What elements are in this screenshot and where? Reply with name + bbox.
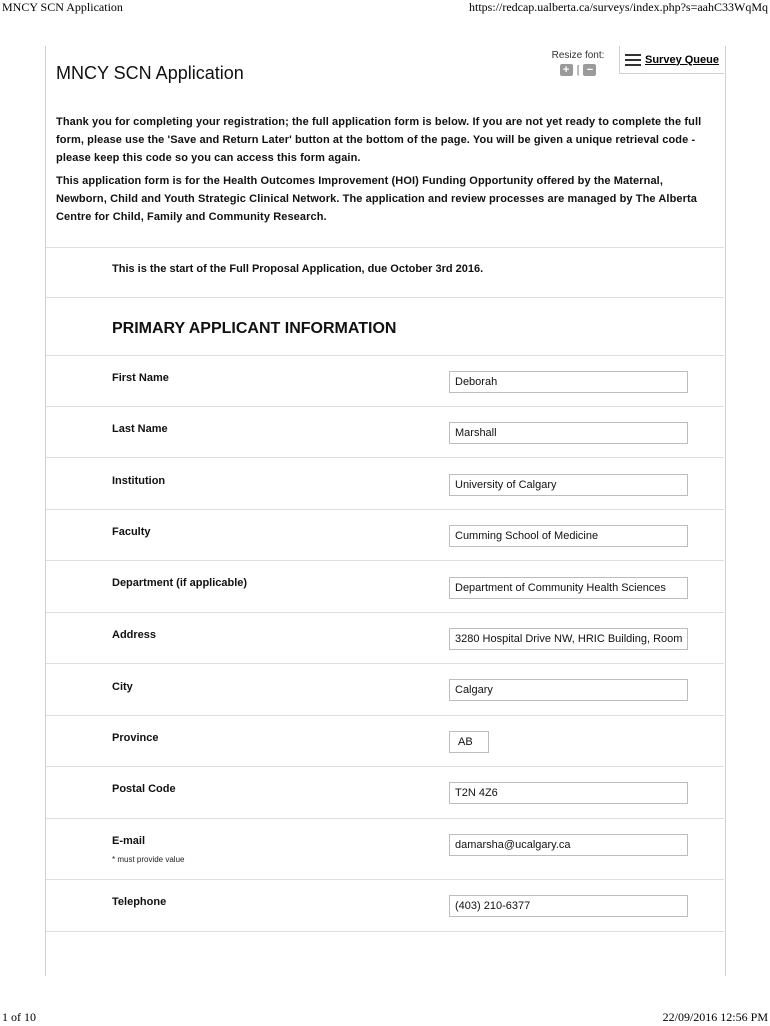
faculty-label: Faculty xyxy=(112,526,151,538)
survey-queue-label[interactable]: Survey Queue xyxy=(645,53,719,66)
divider xyxy=(46,879,724,880)
resize-font-label: Resize font: xyxy=(551,50,605,61)
email-input[interactable]: damarsha@ucalgary.ca xyxy=(449,834,688,856)
divider xyxy=(46,560,724,561)
resize-font-control xyxy=(549,50,607,76)
faculty-input[interactable]: Cumming School of Medicine xyxy=(449,525,688,547)
divider xyxy=(46,715,724,716)
province-select[interactable]: AB xyxy=(449,731,489,753)
intro-paragraph: This application form is for the Health Outcomes Improvement (HOI) Funding Opportunity offered by the Maternal, Newborn, Child and Youth Strategic Clinical Network. The application and review processes are managed by The Alberta Centre for Child, Family and Community Research. xyxy=(56,175,697,223)
department-label: Department (if applicable) xyxy=(112,577,248,589)
print-header-url: https://redcap.ualberta.ca/surveys/index.php?s=aahC33WqMq xyxy=(468,0,768,14)
divider xyxy=(46,612,724,613)
section-header: PRIMARY APPLICANT INFORMATION xyxy=(112,320,397,337)
last-name-input[interactable]: Marshall xyxy=(449,422,688,444)
list-icon xyxy=(625,53,641,67)
divider xyxy=(46,509,724,510)
survey-intro xyxy=(56,113,711,231)
address-input[interactable]: 3280 Hospital Drive NW, HRIC Building, Room xyxy=(449,628,688,650)
province-label: Province xyxy=(112,732,159,744)
last-name-label: Last Name xyxy=(112,423,168,435)
city-input[interactable]: Calgary xyxy=(449,679,688,701)
institution-input[interactable]: University of Calgary xyxy=(449,474,688,496)
decrease-font-button[interactable]: − xyxy=(583,64,596,76)
survey-title: MNCY SCN Application xyxy=(56,63,244,83)
department-input[interactable]: Department of Community Health Sciences xyxy=(449,577,688,599)
divider xyxy=(46,297,724,298)
postal-code-input[interactable]: T2N 4Z6 xyxy=(449,782,688,804)
divider xyxy=(46,247,724,248)
increase-font-button[interactable]: + xyxy=(560,64,573,76)
divider xyxy=(46,355,724,356)
divider xyxy=(46,457,724,458)
postal-code-label: Postal Code xyxy=(112,783,176,795)
address-label: Address xyxy=(112,629,157,641)
print-header-title: MNCY SCN Application xyxy=(2,0,123,14)
first-name-label: First Name xyxy=(112,372,169,384)
city-label: City xyxy=(112,681,133,693)
first-name-input[interactable]: Deborah xyxy=(449,371,688,393)
print-header xyxy=(0,0,770,16)
divider xyxy=(46,663,724,664)
start-note: This is the start of the Full Proposal Application, due October 3rd 2016. xyxy=(112,263,484,275)
divider xyxy=(46,766,724,767)
divider xyxy=(46,931,724,932)
required-note: * must provide value xyxy=(112,855,185,864)
intro-paragraph: Thank you for completing your registration; the full application form is below. If you are not yet ready to complete the full form, please use the 'Save and Return Later' button at the bottom of the page. You will be given a unique retrieval code - please keep this code so you can access this form again. xyxy=(56,116,702,164)
institution-label: Institution xyxy=(112,475,166,487)
divider xyxy=(46,406,724,407)
divider xyxy=(46,818,724,819)
resize-font-separator: | xyxy=(576,64,580,76)
survey-queue-button[interactable] xyxy=(619,46,724,74)
telephone-label: Telephone xyxy=(112,896,167,908)
print-datetime: 22/09/2016 12:56 PM xyxy=(662,1010,768,1024)
telephone-input[interactable]: (403) 210-6377 xyxy=(449,895,688,917)
page-number: 1 of 10 xyxy=(2,1010,36,1024)
email-label: E-mail xyxy=(112,835,146,847)
